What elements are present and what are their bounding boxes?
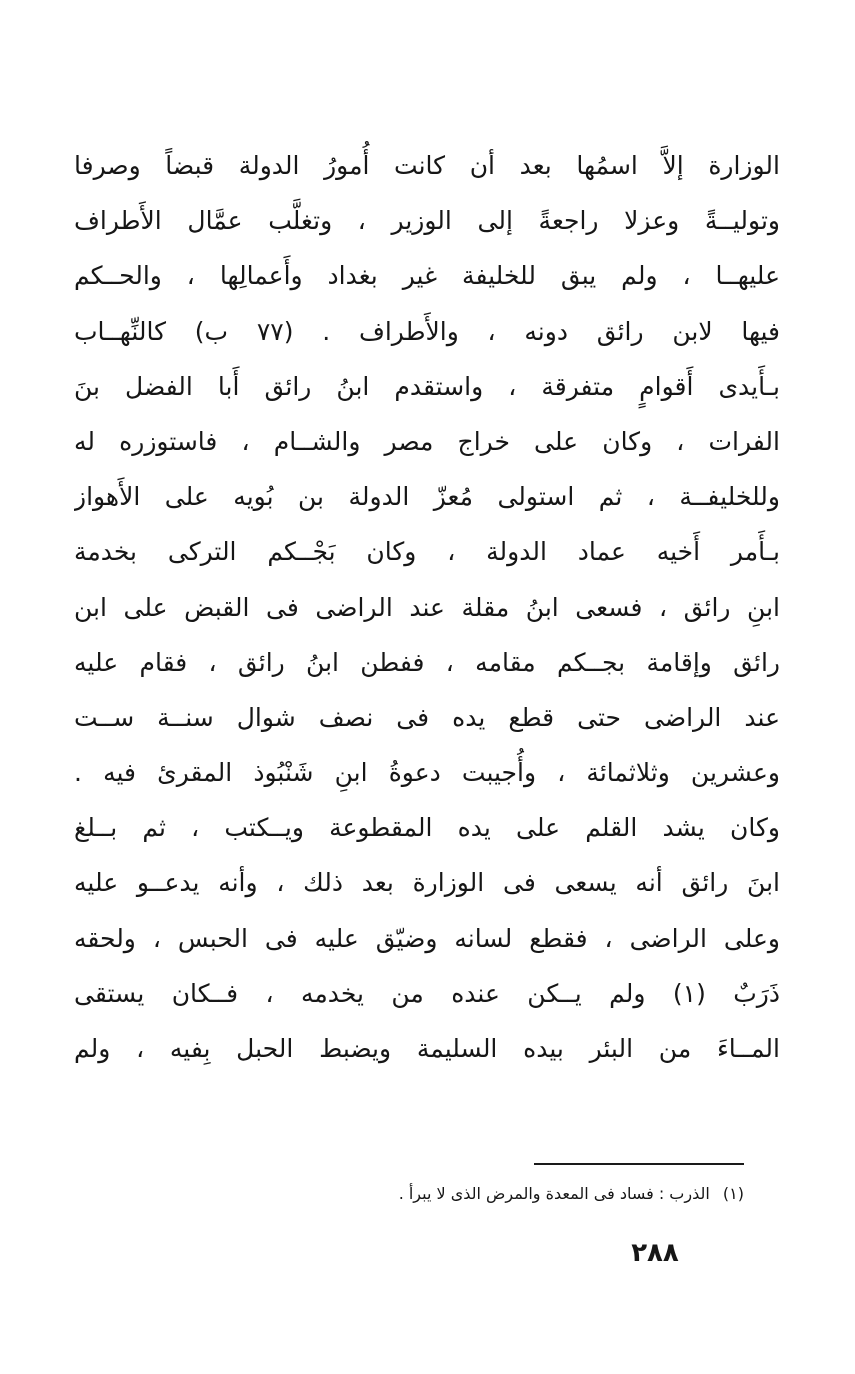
text-line: وعلى الراضى ، فقطع لسانه وضيّق عليه فى الحبس ، ولحقه — [74, 923, 780, 953]
footnote-text: الذرب : فساد فى المعدة والمرض الذى لا يبرأ . — [398, 1184, 710, 1203]
text-line: ابنِ رائق ، فسعى ابنُ مقلة عند الراضى فى القبض على ابن — [74, 592, 780, 622]
text-line: وتوليــةً وعزلا راجعةً إلى الوزير ، وتغلَّب عمَّال الأَطراف — [74, 206, 780, 236]
text-line: وكان يشد القلم على يده المقطوعة ويــكتب ، ثم بــلغ — [74, 813, 780, 843]
text-line: بـأَيدى أَقوامٍ متفرقة ، واستقدم ابنُ رائق أَبا الفضل بنَ — [74, 371, 780, 401]
footnote — [300, 1181, 744, 1207]
text-line: ابنَ رائق أنه يسعى فى الوزارة بعد ذلك ، وأنه يدعــو عليه — [74, 868, 780, 898]
body-text — [74, 138, 780, 1076]
page-number: ٢٨٨ — [631, 1238, 679, 1268]
footnote-marker: (١) — [722, 1184, 744, 1203]
text-line: وعشرين وثلاثمائة ، وأُجيبت دعوةُ ابنِ شَنْبُوذ المقرئ فيه . — [74, 758, 780, 788]
text-line: ذَرَبٌ (١) ولم يــكن عنده من يخدمه ، فــكان يستقى — [74, 978, 780, 1008]
footnote-separator — [534, 1163, 744, 1165]
text-line: الوزارة إلاَّ اسمُها بعد أن كانت أُمورُ الدولة قبضاً وصرفا — [74, 151, 780, 180]
text-line: وللخليفــة ، ثم استولى مُعزّ الدولة بن بُويه على الأَهواز — [74, 482, 780, 512]
text-line: فيها لابن رائق دونه ، والأَطراف . (٧٧ ب) كالنِّهــاب — [74, 316, 780, 346]
text-line: بـأَمر أَخيه عماد الدولة ، وكان بَجْــكم التركى بخدمة — [74, 537, 780, 567]
text-line: عند الراضى حتى قطع يده فى نصف شوال سنــة ســت — [74, 702, 780, 732]
text-line: الفرات ، وكان على خراج مصر والشــام ، فاستوزره له — [74, 426, 780, 456]
text-line: عليهــا ، ولم يبق للخليفة غير بغداد وأَعمالِها ، والحــكم — [74, 261, 780, 291]
text-line: المــاءَ من البئر بيده السليمة ويضبط الحبل بِفيه ، ولم — [74, 1034, 780, 1063]
text-line: رائق وإقامة بجــكم مقامه ، ففطن ابنُ رائق ، فقام عليه — [74, 647, 780, 677]
